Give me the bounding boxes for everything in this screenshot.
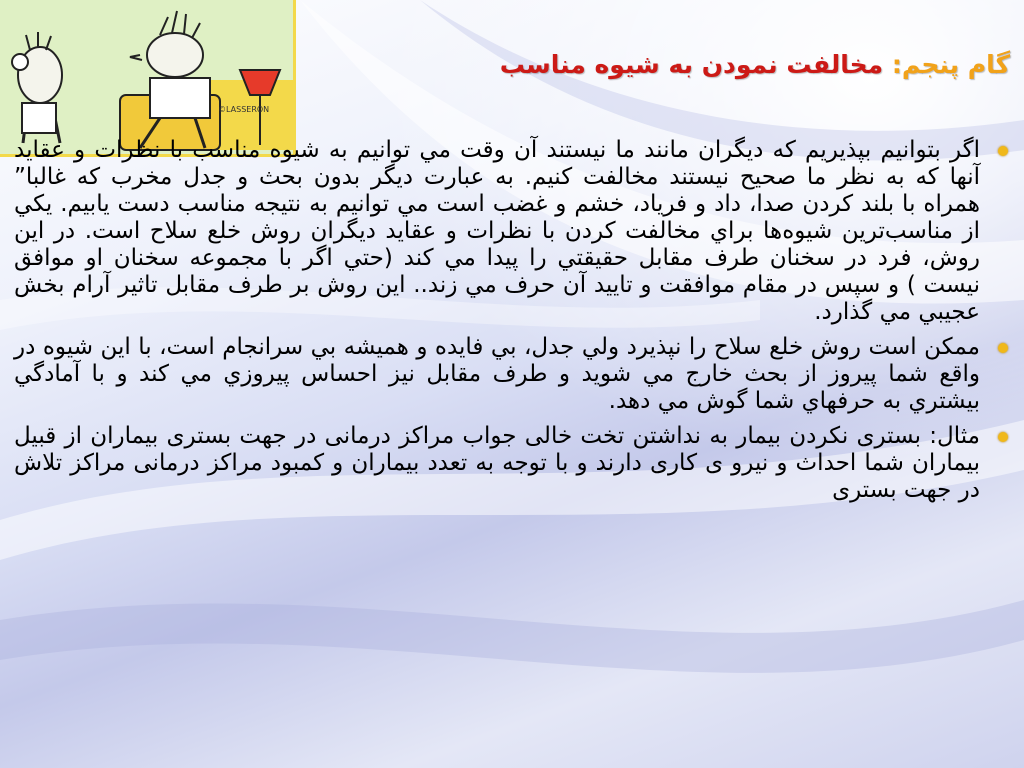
title-prefix: گام پنجم: <box>891 50 1010 79</box>
bullet-item <box>14 423 1010 504</box>
cartoon-illustration <box>0 0 296 157</box>
bullet-text: ممکن است روش خلع سلاح را نپذيرد ولي جدل، بي فايده و هميشه بي سرانجام است، با اين شيوه در واقع شما پيروز از بحث خارج مي شويد و طرف مقابل نيز احساس پيروزي مي کند و با آمادگي بيشتري به حرفهاي شما گوش مي دهد. <box>14 334 980 414</box>
bullet-item <box>14 334 1010 415</box>
slide-title <box>500 50 1010 79</box>
bullet-item <box>14 137 1010 326</box>
title-main: مخالفت نمودن به شيوه مناسب <box>499 50 892 79</box>
slide-content <box>14 137 1010 512</box>
bullet-dot-icon <box>998 146 1008 156</box>
cartoon-signature: ©LASSERON <box>218 105 270 114</box>
bullet-dot-icon <box>998 432 1008 442</box>
bullet-dot-icon <box>998 343 1008 353</box>
bullet-text: مثال: بستری نکردن بيمار به نداشتن تخت خالی جواب مراکز درمانی در جهت بستری بيماران از قبيل بيماران شما احداث و نيرو ی کاری دارند و با توجه به تعدد بيماران و کمبود مراکز درمانی مراکز تلاش در جهت بستری <box>14 423 980 503</box>
bullet-text: اگر بتوانيم بپذيريم که ديگران مانند ما نيستند آن وقت مي توانيم به شيوه مناسب با نظرات و عقايد آنها که به نظر ما صحيح نيستند مخالفت کنيم. به عبارت ديگر بدون بحث و جدل مخرب که غالبا” همراه با بلند کردن صدا، داد و فرياد، خشم و غضب است مي توانيم به نتيجه مناسب دست يابيم. يکي از مناسب‌ترين شيوه‌ها براي مخالفت کردن با نظرات و عقايد ديگران روش خلع سلاح است. در اين روش، فرد در سخنان طرف مقابل حقيقتي را پيدا مي کند (حتي اگر با مجموعه سخنان او موافق نيست ) و سپس در مقام موافقت و تاييد آن حرف مي زند.. اين روش بر طرف مقابل تاثير آرام بخش عجيبي مي گذارد. <box>14 137 980 325</box>
cartoon-drawing <box>0 0 296 157</box>
